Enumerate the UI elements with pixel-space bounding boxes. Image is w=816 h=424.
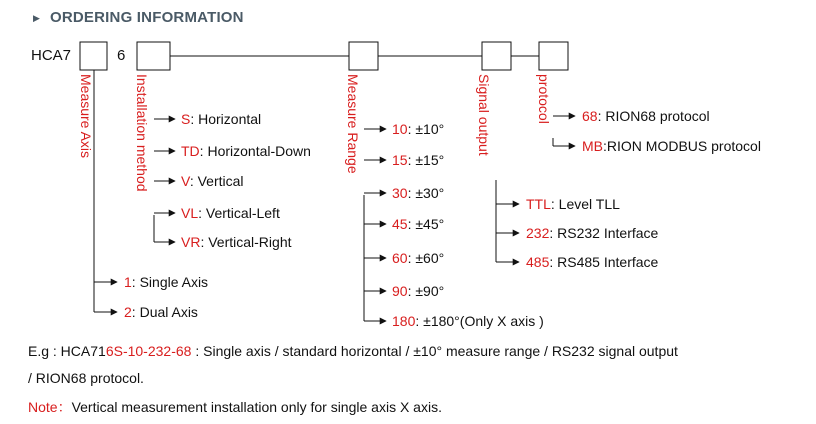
range-option: 60: ±60° bbox=[392, 250, 445, 266]
range-option: 45: ±45° bbox=[392, 216, 445, 232]
label-measure-range: Measure Range bbox=[345, 74, 361, 174]
range-option: 10: ±10° bbox=[392, 121, 445, 137]
range-option: 90: ±90° bbox=[392, 283, 445, 299]
protocol-option: MB:RION MODBUS protocol bbox=[582, 138, 761, 154]
label-measure-axis: Measure Axis bbox=[78, 74, 94, 159]
signal-option: 232: RS232 Interface bbox=[526, 225, 659, 241]
installation-option: VL: Vertical-Left bbox=[181, 205, 280, 221]
label-protocol: protocol bbox=[536, 74, 552, 124]
section-marker-icon: ▶ bbox=[33, 13, 40, 23]
signal-code-box bbox=[482, 42, 511, 70]
protocol-code-box bbox=[539, 42, 568, 70]
label-signal-output: Signal output bbox=[476, 74, 492, 156]
section-title: ORDERING INFORMATION bbox=[50, 9, 244, 26]
axis-option: 1: Single Axis bbox=[124, 274, 209, 290]
protocol-option: 68: RION68 protocol bbox=[582, 108, 710, 124]
axis-code-box bbox=[80, 42, 107, 70]
installation-option: TD: Horizontal-Down bbox=[181, 143, 311, 159]
model-fixed-digit: 6 bbox=[117, 47, 126, 64]
model-prefix: HCA7 bbox=[31, 47, 72, 64]
signal-option: TTL: Level TLL bbox=[526, 196, 620, 212]
label-installation-method: Installation method bbox=[134, 74, 150, 192]
installation-option: VR: Vertical-Right bbox=[181, 234, 292, 250]
installation-option: S: Horizontal bbox=[181, 111, 262, 127]
range-option: 180: ±180°(Only X axis ) bbox=[392, 313, 544, 329]
installation-code-box bbox=[137, 42, 170, 70]
example-line-2: / RION68 protocol. bbox=[28, 370, 144, 386]
example-line-1: E.g : HCA716S-10-232-68 : Single axis / standard horizontal / ±10° measure range / RS232 signal output bbox=[28, 343, 678, 359]
range-code-box bbox=[349, 42, 378, 70]
note-line: Note：Vertical measurement installation only for single axis X axis. bbox=[28, 399, 442, 415]
range-option: 30: ±30° bbox=[392, 185, 445, 201]
installation-option: V: Vertical bbox=[181, 173, 244, 189]
range-option: 15: ±15° bbox=[392, 152, 445, 168]
signal-option: 485: RS485 Interface bbox=[526, 254, 659, 270]
axis-option: 2: Dual Axis bbox=[124, 304, 198, 320]
